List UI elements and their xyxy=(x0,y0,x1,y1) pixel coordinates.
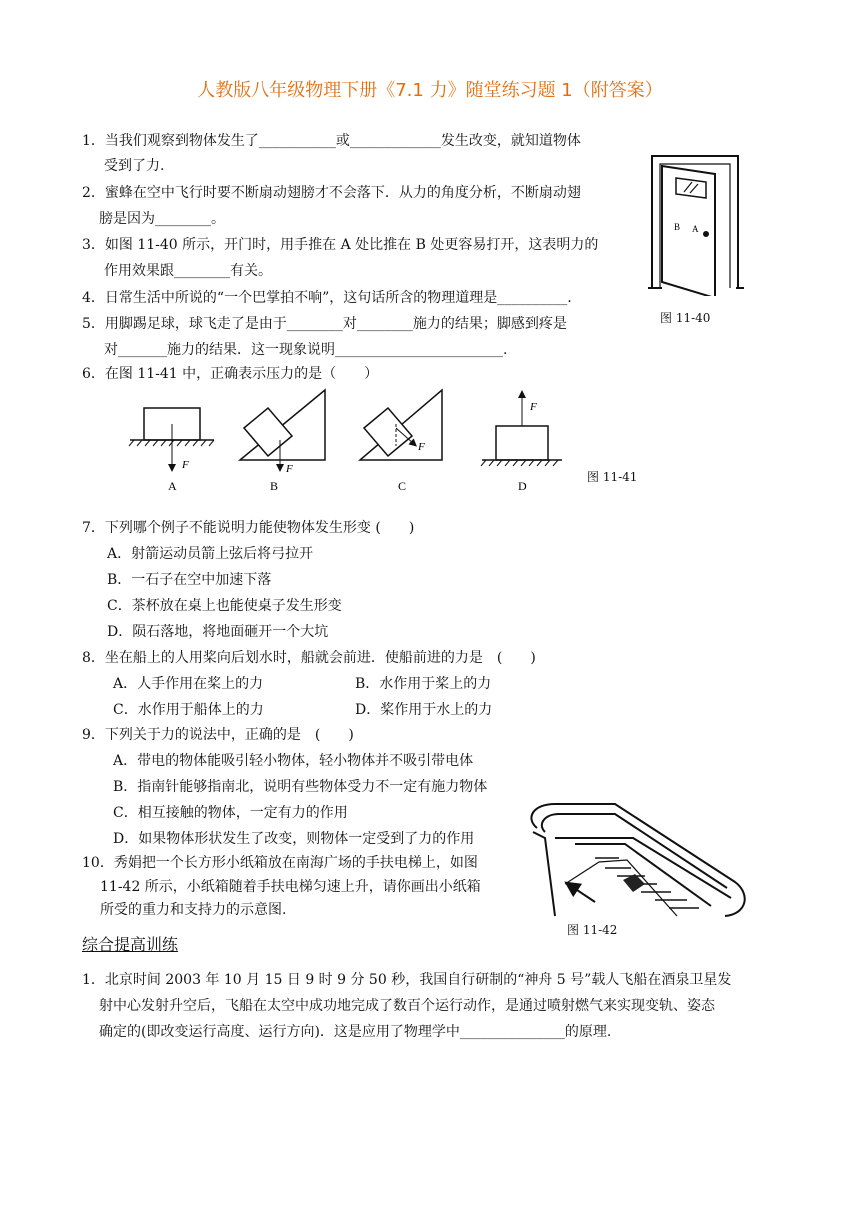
figure-11-42-escalator xyxy=(515,798,755,920)
question-9: 9．下列关于力的说法中，正确的是 ( ) xyxy=(82,727,354,743)
door-label-a: A xyxy=(692,224,699,234)
figure-11-41-label-a: A xyxy=(168,479,177,493)
question-5-line-1: 5．用脚踢足球，球飞走了是由于________对________施力的结果；脚感到疼是 xyxy=(82,316,567,332)
question-7: 7．下列哪个例子不能说明力能使物体发生形变 ( ) xyxy=(82,520,415,536)
figure-11-41-label-c: C xyxy=(398,479,407,493)
question-7-option-b: B．一石子在空中加速下落 xyxy=(107,572,272,588)
question-8: 8．坐在船上的人用桨向后划水时，船就会前进．使船前进的力是 ( ) xyxy=(82,650,536,666)
figure-11-42-caption: 图 11-42 xyxy=(567,923,618,937)
section-question-1-line-3: 确定的(即改变运行高度、运行方向)．这是应用了物理学中_______________的原理. xyxy=(99,1024,612,1040)
question-10-line-3: 所受的重力和支持力的示意图. xyxy=(100,902,287,918)
question-3-line-1: 3．如图 11-40 所示，开门时，用手推在 A 处比推在 B 处更容易打开，这表明力的 xyxy=(82,237,599,253)
document-title: 人教版八年级物理下册《7.1 力》随堂练习题 1（附答案） xyxy=(197,80,663,101)
figure-11-41 xyxy=(120,388,580,498)
question-8-option-b: B．水作用于桨上的力 xyxy=(355,676,492,692)
question-2-line-1: 2．蜜蜂在空中飞行时要不断扇动翅膀才不会落下．从力的角度分析，不断扇动翅 xyxy=(82,185,581,201)
question-2-line-2: 膀是因为________。 xyxy=(99,211,225,227)
question-9-option-d: D．如果物体形状发生了改变，则物体一定受到了力的作用 xyxy=(113,831,475,847)
question-1-line-2: 受到了力. xyxy=(104,158,165,174)
question-9-option-b: B．指南针能够指南北，说明有些物体受力不一定有施力物体 xyxy=(113,779,488,795)
section-question-1-line-1: 1．北京时间 2003 年 10 月 15 日 9 时 9 分 50 秒，我国自行研制的“神舟 5 号”载人飞船在酒泉卫星发 xyxy=(82,972,732,988)
question-1-line-1: 1．当我们观察到物体发生了___________或_____________发生改变，就知道物体 xyxy=(82,133,581,149)
figure-11-41-label-b: B xyxy=(270,479,279,493)
figure-11-41-caption: 图 11-41 xyxy=(587,470,638,484)
question-4: 4．日常生活中所说的“一个巴掌拍不响”，这句话所含的物理道理是__________. xyxy=(82,290,572,306)
figure-11-41-force-label-d: F xyxy=(530,401,537,413)
question-9-option-c: C．相互接触的物体，一定有力的作用 xyxy=(113,805,348,821)
figure-11-41-force-label-b: F xyxy=(286,463,293,475)
figure-11-41-force-label-a: F xyxy=(182,459,189,471)
question-3-line-2: 作用效果跟________有关。 xyxy=(104,263,272,279)
figure-11-41-label-d: D xyxy=(518,479,527,493)
figure-11-40-caption: 图 11-40 xyxy=(660,311,711,325)
figure-11-40-door xyxy=(640,148,750,296)
question-10-line-2: 11-42 所示，小纸箱随着手扶电梯匀速上升，请你画出小纸箱 xyxy=(100,879,481,895)
question-9-option-a: A．带电的物体能吸引轻小物体，轻小物体并不吸引带电体 xyxy=(113,753,474,769)
figure-11-41-force-label-c: F xyxy=(418,441,425,453)
question-7-option-a: A．射箭运动员箭上弦后将弓拉开 xyxy=(107,546,314,562)
question-6: 6．在图 11-41 中，正确表示压力的是（ ） xyxy=(82,366,379,382)
question-7-option-c: C．茶杯放在桌上也能使桌子发生形变 xyxy=(107,598,342,614)
question-10-line-1: 10．秀娟把一个长方形小纸箱放在南海广场的手扶电梯上，如图 xyxy=(82,855,478,871)
question-8-option-c: C．水作用于船体上的力 xyxy=(113,702,264,718)
question-7-option-d: D．陨石落地，将地面砸开一个大坑 xyxy=(107,624,329,640)
section-title: 综合提高训练 xyxy=(82,935,179,954)
door-label-b: B xyxy=(674,222,681,232)
section-question-1-line-2: 射中心发射升空后，飞船在太空中成功地完成了数百个运行动作，是通过喷射燃气来实现变轨、姿态 xyxy=(99,998,715,1014)
question-8-option-d: D．桨作用于水上的力 xyxy=(355,702,493,718)
question-5-line-2: 对_______施力的结果．这一现象说明________________________. xyxy=(104,342,508,358)
question-8-option-a: A．人手作用在桨上的力 xyxy=(113,676,264,692)
